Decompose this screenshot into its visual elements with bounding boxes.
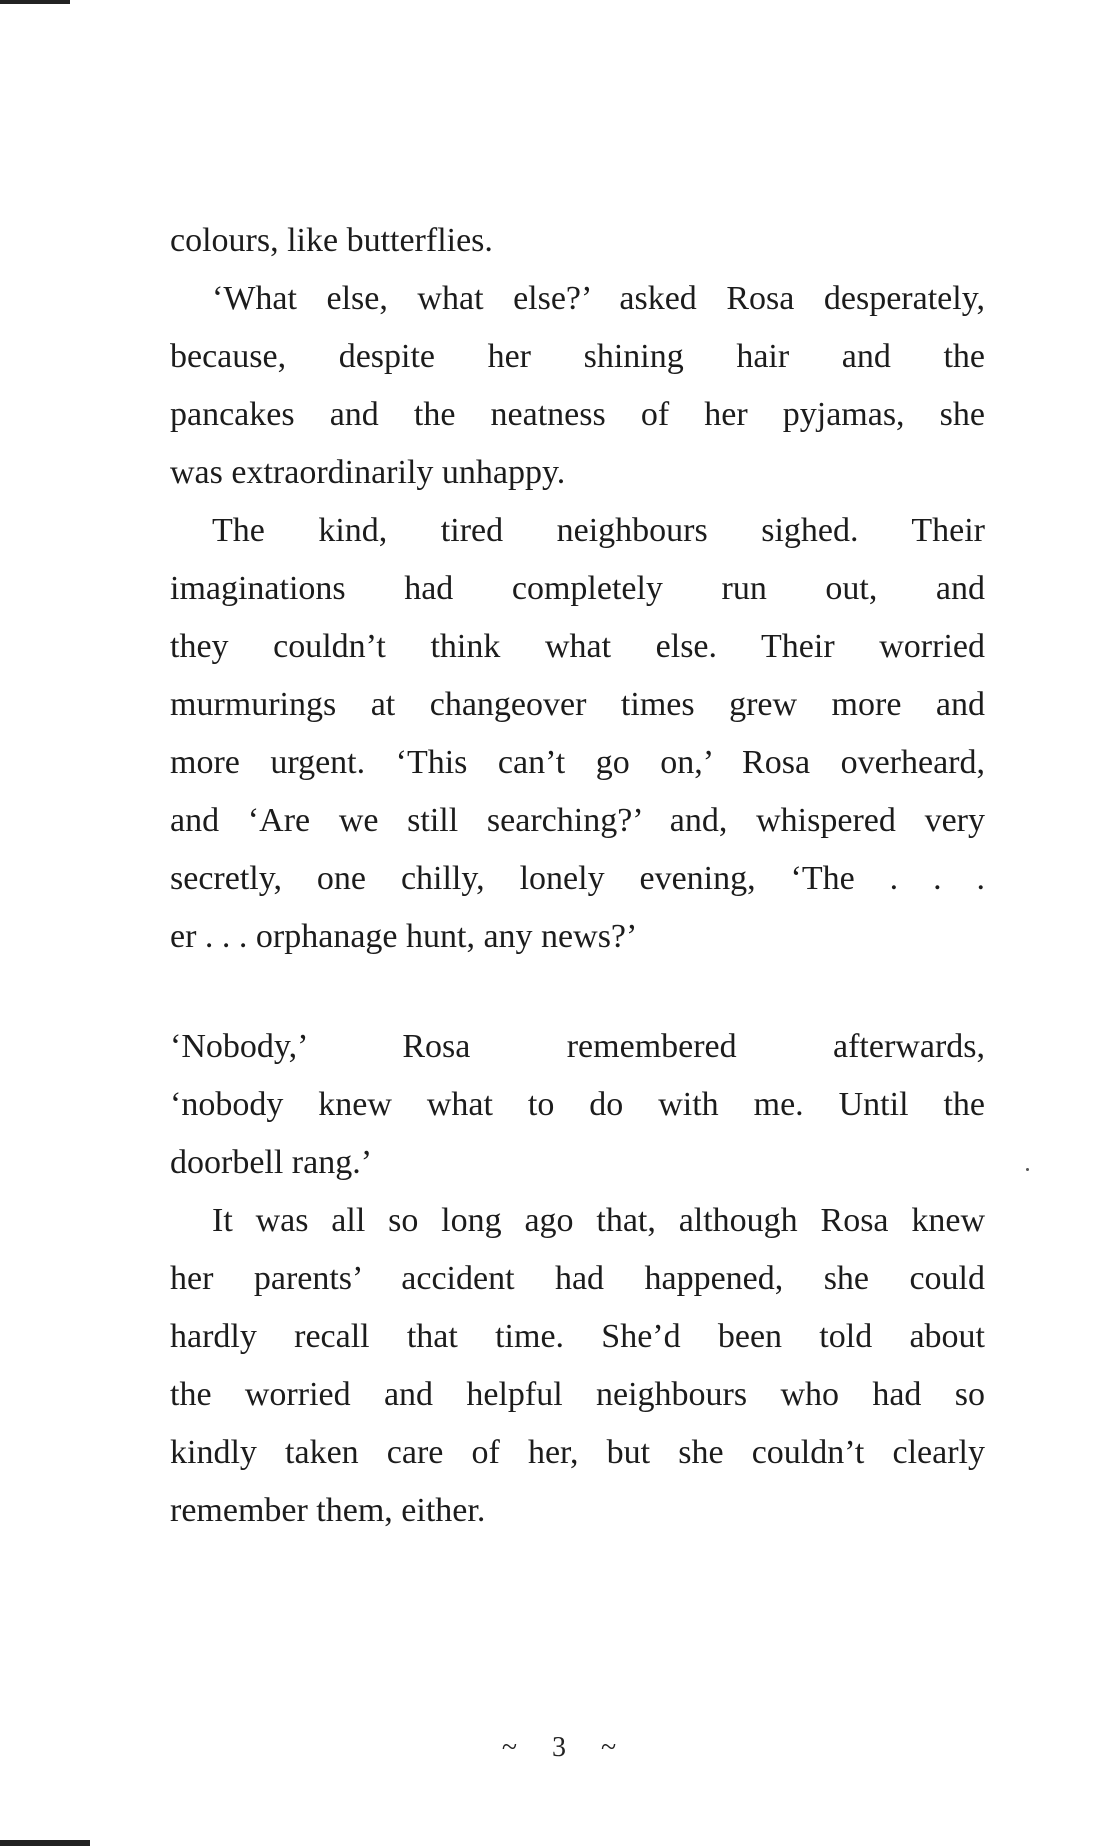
text-line: kindly taken care of her, but she couldn’t clearly [170,1434,985,1471]
text-section-2 [170,1018,985,1540]
text-line: murmurings at changeover times grew more and [170,686,985,723]
text-line: the worried and helpful neighbours who had so [170,1376,985,1413]
page-number: 3 [552,1732,566,1763]
text-line: ‘nobody knew what to do with me. Until the [170,1086,985,1123]
text-line: secretly, one chilly, lonely evening, ‘The . . . [170,860,985,897]
scan-speck [1026,1168,1029,1171]
text-line: and ‘Are we still searching?’ and, whispered very [170,802,985,839]
text-line: pancakes and the neatness of her pyjamas, she [170,396,985,433]
text-line: The kind, tired neighbours sighed. Their [212,512,985,549]
text-line: colours, like butterflies. [170,222,493,259]
text-line: remember them, either. [170,1492,486,1529]
page-number-footer [0,1728,1118,1768]
text-line: her parents’ accident had happened, she could [170,1260,985,1297]
text-line: because, despite her shining hair and the [170,338,985,375]
page-number-ornament-right: ~ [601,1732,617,1763]
text-line: imaginations had completely run out, and [170,570,985,607]
text-line: doorbell rang.’ [170,1144,373,1181]
text-line: hardly recall that time. She’d been told about [170,1318,985,1355]
text-line: er . . . orphanage hunt, any news?’ [170,918,638,955]
page-number-ornament-left: ~ [501,1732,517,1763]
text-line: ‘What else, what else?’ asked Rosa desperately, [212,280,985,317]
text-section-1 [170,212,985,966]
text-line: It was all so long ago that, although Rosa knew [212,1202,985,1239]
text-line: more urgent. ‘This can’t go on,’ Rosa overheard, [170,744,985,781]
scan-edge-mark-bottom [0,1840,90,1846]
text-line: ‘Nobody,’ Rosa remembered afterwards, [170,1028,985,1065]
text-line: they couldn’t think what else. Their worried [170,628,985,665]
scan-edge-mark-top [0,0,70,4]
text-line: was extraordinarily unhappy. [170,454,566,491]
